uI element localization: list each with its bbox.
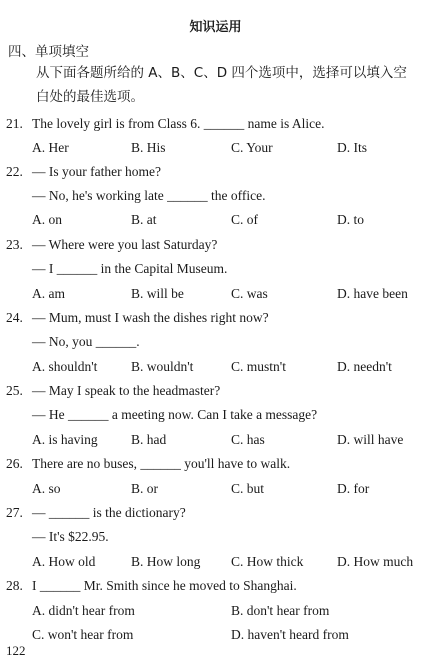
question-text: — He ______ a meeting now. Can I take a message? <box>32 407 318 422</box>
option-a[interactable]: A. is having <box>32 432 98 447</box>
question-number: 26. <box>6 456 23 471</box>
question-text: There are no buses, ______ you'll have to walk. <box>32 456 291 471</box>
option-c[interactable]: C. of <box>231 212 258 227</box>
option-c[interactable]: C. won't hear from <box>32 627 134 642</box>
option-b[interactable]: B. don't hear from <box>231 603 330 618</box>
question-text: — It's $22.95. <box>32 529 109 544</box>
option-c[interactable]: C. How thick <box>231 554 304 569</box>
question-number: 22. <box>6 164 23 179</box>
option-a[interactable]: A. so <box>32 481 61 496</box>
option-c[interactable]: C. but <box>231 481 265 496</box>
question-text: — I ______ in the Capital Museum. <box>32 261 228 276</box>
question-number: 21. <box>6 116 23 131</box>
option-a[interactable]: A. shouldn't <box>32 359 98 374</box>
option-b[interactable]: B. How long <box>131 554 201 569</box>
instruction-line: 白处的最佳选项。 <box>36 89 144 105</box>
question-text: — Where were you last Saturday? <box>32 237 218 252</box>
question-text: — May I speak to the headmaster? <box>32 383 221 398</box>
option-c[interactable]: C. Your <box>231 140 273 155</box>
option-b[interactable]: B. had <box>131 432 167 447</box>
option-d[interactable]: D. for <box>337 481 370 496</box>
option-a[interactable]: A. on <box>32 212 62 227</box>
question-text: — No, he's working late ______ the office. <box>32 188 266 203</box>
question-number: 27. <box>6 505 23 520</box>
option-b[interactable]: B. wouldn't <box>131 359 194 374</box>
question-text: The lovely girl is from Class 6. ______ name is Alice. <box>32 116 325 131</box>
option-c[interactable]: C. mustn't <box>231 359 286 374</box>
option-d[interactable]: D. needn't <box>337 359 392 374</box>
question-text: I ______ Mr. Smith since he moved to Shanghai. <box>32 578 297 593</box>
question-number: 28. <box>6 578 23 593</box>
option-c[interactable]: C. has <box>231 432 265 447</box>
option-d[interactable]: D. to <box>337 212 364 227</box>
option-c[interactable]: C. was <box>231 286 268 301</box>
page-number: 122 <box>6 643 26 658</box>
option-a[interactable]: A. didn't hear from <box>32 603 135 618</box>
question-text: — ______ is the dictionary? <box>32 505 186 520</box>
option-a[interactable]: A. Her <box>32 140 69 155</box>
option-b[interactable]: B. at <box>131 212 157 227</box>
question-text: — No, you ______. <box>32 334 140 349</box>
option-d[interactable]: D. haven't heard from <box>231 627 349 642</box>
question-text: — Mum, must I wash the dishes right now? <box>32 310 269 325</box>
question-number: 23. <box>6 237 23 252</box>
option-d[interactable]: D. Its <box>337 140 367 155</box>
option-a[interactable]: A. am <box>32 286 65 301</box>
page-title: 知识运用 <box>189 20 242 35</box>
option-d[interactable]: D. will have <box>337 432 404 447</box>
question-text: — Is your father home? <box>32 164 161 179</box>
instruction-line: 从下面各题所给的 A、B、C、D 四个选项中，选择可以填入空 <box>36 65 407 81</box>
instructions <box>36 61 426 109</box>
section-heading: 四、单项填空 <box>8 44 89 60</box>
question-number: 25. <box>6 383 23 398</box>
option-b[interactable]: B. or <box>131 481 158 496</box>
option-a[interactable]: A. How old <box>32 554 96 569</box>
option-d[interactable]: D. How much <box>337 554 414 569</box>
option-b[interactable]: B. will be <box>131 286 184 301</box>
question-number: 24. <box>6 310 23 325</box>
option-b[interactable]: B. His <box>131 140 166 155</box>
option-d[interactable]: D. have been <box>337 286 408 301</box>
